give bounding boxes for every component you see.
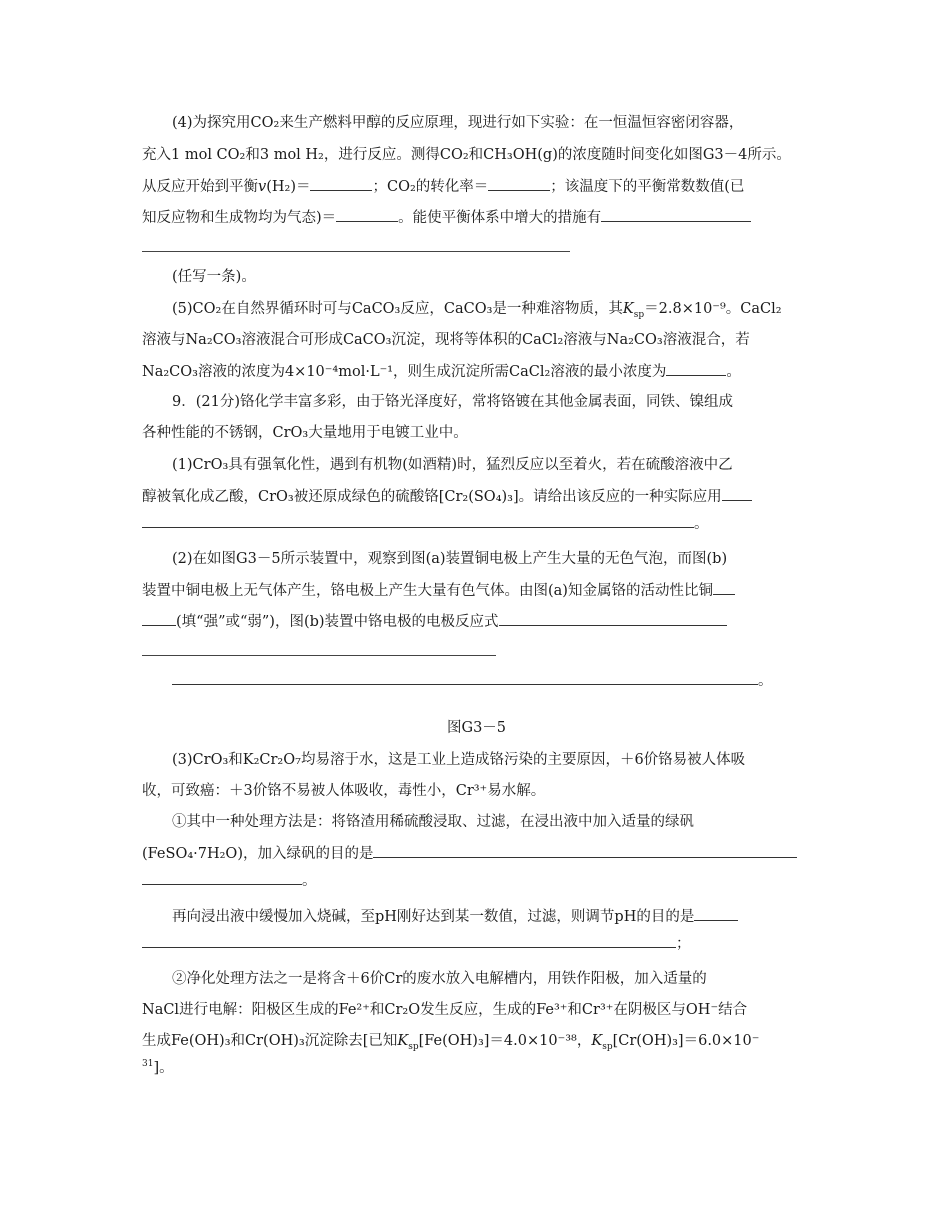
q4-v-symbol: v xyxy=(258,179,267,195)
answer-line-electrode-continuation[interactable] xyxy=(142,655,496,656)
q5-line-1-text-a: (5)CO₂在自然界循环时可与CaCO₃反应，CaCO₃是一种难溶物质，其 xyxy=(172,301,623,317)
q4-line-3-text-b: (H₂)＝ xyxy=(266,179,311,195)
answer-blank-min-concentration[interactable] xyxy=(666,361,726,376)
q4-line-3-text-d: ；该温度下的平衡常数数值(已 xyxy=(550,179,745,195)
answer-blank-activity-a[interactable] xyxy=(713,580,735,595)
q9-part1-line-1: (1)CrO₃具有强氧化性，遇到有机物(如酒精)时，猛烈反应以至着火，若在硫酸溶液中乙 xyxy=(172,457,733,473)
q9-sp-subscript-1: sp xyxy=(408,1041,419,1052)
q9-method2-line-3-text-c: [Cr(OH)₃]＝6.0×10⁻ xyxy=(612,1033,760,1049)
q9-method2-line-3-text-b: [Fe(OH)₃]＝4.0×10⁻³⁸， xyxy=(418,1033,592,1049)
answer-blank-measure[interactable] xyxy=(601,207,751,222)
answer-blank-conversion[interactable] xyxy=(488,176,550,191)
q4-line-5: (任写一条)。 xyxy=(172,269,256,285)
answer-blank-ph-purpose[interactable] xyxy=(694,906,738,921)
q5-line-3-text-b: 。 xyxy=(726,364,741,380)
q9-part2-end: 。 xyxy=(758,673,773,689)
q9-line-2: 各种性能的不锈钢，CrO₃大量地用于电镀工业中。 xyxy=(142,425,468,441)
q9-method2-line-4 xyxy=(142,1058,174,1080)
q4-line-1: (4)为探究用CO₂来生产燃料甲醇的反应原理，现进行如下实验：在一恒温恒容密闭容器， xyxy=(172,115,744,131)
q9-part3-line-2: 收，可致癌：＋3价铬不易被人体吸收，毒性小，Cr³⁺易水解。 xyxy=(142,783,546,799)
q9-part2-line-1: (2)在如图G3－5所示装置中，观察到图(a)装置铜电极上产生大量的无色气泡，而图(b) xyxy=(172,551,728,567)
q4-line-4 xyxy=(142,207,751,229)
answer-blank-application[interactable] xyxy=(722,486,752,501)
q9-part2-line-5 xyxy=(172,670,773,692)
q9-part1-line-3 xyxy=(142,513,709,535)
answer-line-electrode-final[interactable] xyxy=(172,670,758,685)
q9-part3-line-1: (3)CrO₃和K₂Cr₂O₇均易溶于水，这是工业上造成铬污染的主要原因，＋6价铬易被人体吸 xyxy=(172,752,746,768)
q9-method2-line-1: ②净化处理方法之一是将含＋6价Cr的废水放入电解槽内，用铁作阳极，加入适量的 xyxy=(172,971,707,987)
q5-line-1 xyxy=(172,299,782,321)
q9-method2-line-2: NaCl进行电解：阳极区生成的Fe²⁺和Cr₂O发生反应，生成的Fe³⁺和Cr³⁺在阴极区与OH⁻结合 xyxy=(142,1002,748,1018)
q9-method1-line-4-text: 再向浸出液中缓慢加入烧碱，至pH刚好达到某一数值，过滤，则调节pH的目的是 xyxy=(172,909,695,925)
q9-k-symbol-1: K xyxy=(397,1033,409,1049)
q5-sp-subscript: sp xyxy=(633,309,645,320)
q9-method1-end: 。 xyxy=(302,873,317,889)
answer-line-green-vitriol-continuation[interactable] xyxy=(142,870,302,885)
answer-blank-electrode-equation[interactable] xyxy=(499,611,727,626)
q5-k-symbol: K xyxy=(622,301,634,317)
q9-method1-line-1: ①其中一种处理方法是：将铬渣用稀硫酸浸取、过滤，在浸出液中加入适量的绿矾 xyxy=(172,814,694,830)
q9-method1-line-3 xyxy=(142,870,317,892)
answer-line-ph-continuation[interactable] xyxy=(142,933,676,948)
q5-line-2: 溶液与Na₂CO₃溶液混合可形成CaCO₃沉淀，现将等体积的CaCl₂溶液与Na₂CO₃溶液混合，若 xyxy=(142,332,750,348)
q9-method1-line-4 xyxy=(172,906,738,928)
answer-line-q4-continuation[interactable] xyxy=(142,251,570,252)
answer-blank-vH2[interactable] xyxy=(310,176,372,191)
q9-part2-line-2-text: 装置中铜电极上无气体产生，铬电极上产生大量有色气体。由图(a)知金属铬的活动性比铜 xyxy=(142,583,713,599)
q9-method1-line-2 xyxy=(142,843,797,865)
q4-line-4-text-a: 知反应物和生成物均为气态)＝ xyxy=(142,210,337,226)
q9-method1-line-2-text: (FeSO₄·7H₂O)，加入绿矾的目的是 xyxy=(142,846,374,862)
q4-line-4-text-b: 。能使平衡体系中增大的措施有 xyxy=(398,210,602,226)
answer-blank-green-vitriol-purpose[interactable] xyxy=(373,843,797,858)
q4-line-3 xyxy=(142,176,744,198)
q9-k-symbol-2: K xyxy=(591,1033,603,1049)
q9-part2-line-3 xyxy=(142,611,727,633)
q9-method2-line-3 xyxy=(142,1031,759,1053)
q5-line-3 xyxy=(142,361,741,383)
q9-part2-line-3-text: (填“强”或“弱”)，图(b)装置中铬电极的电极反应式 xyxy=(176,614,499,630)
q9-exponent-continuation: 31 xyxy=(142,1059,154,1070)
q4-line-2: 充入1 mol CO₂和3 mol H₂，进行反应。测得CO₂和CH₃OH(g)的浓度随时间变化如图G3－4所示。 xyxy=(142,147,791,163)
q9-line-1: 9．(21分)铬化学丰富多彩，由于铬光泽度好，常将铬镀在其他金属表面，同铁、镍组成 xyxy=(172,394,733,410)
q9-method1-end2: ； xyxy=(676,936,691,952)
q5-line-3-text-a: Na₂CO₃溶液的浓度为4×10⁻⁴mol·L⁻¹，则生成沉淀所需CaCl₂溶液的最小浓度为 xyxy=(142,364,667,380)
q9-part2-line-2 xyxy=(142,580,735,602)
q5-line-1-text-b: ＝2.8×10⁻⁹。CaCl₂ xyxy=(644,301,782,317)
q4-line-3-text-a: 从反应开始到平衡 xyxy=(142,179,258,195)
q9-part1-line-2 xyxy=(142,486,752,508)
q9-method1-line-5 xyxy=(142,933,691,955)
q9-part1-end: 。 xyxy=(694,516,709,532)
q9-part1-line-2-text: 醇被氧化成乙酸，CrO₃被还原成绿色的硫酸铬[Cr₂(SO₄)₃]。请给出该反应的一种实际应用 xyxy=(142,489,722,505)
q4-line-3-text-c: ；CO₂的转化率＝ xyxy=(372,179,489,195)
answer-line-application-continuation[interactable] xyxy=(142,513,694,528)
q9-method2-line-4-text: ]。 xyxy=(153,1060,174,1076)
q9-sp-subscript-2: sp xyxy=(602,1041,613,1052)
answer-blank-equilibrium-constant[interactable] xyxy=(336,207,398,222)
answer-blank-activity-b[interactable] xyxy=(142,611,176,626)
q9-method2-line-3-text-a: 生成Fe(OH)₃和Cr(OH)₃沉淀除去[已知 xyxy=(142,1033,398,1049)
figure-caption: 图G3－5 xyxy=(447,720,507,736)
